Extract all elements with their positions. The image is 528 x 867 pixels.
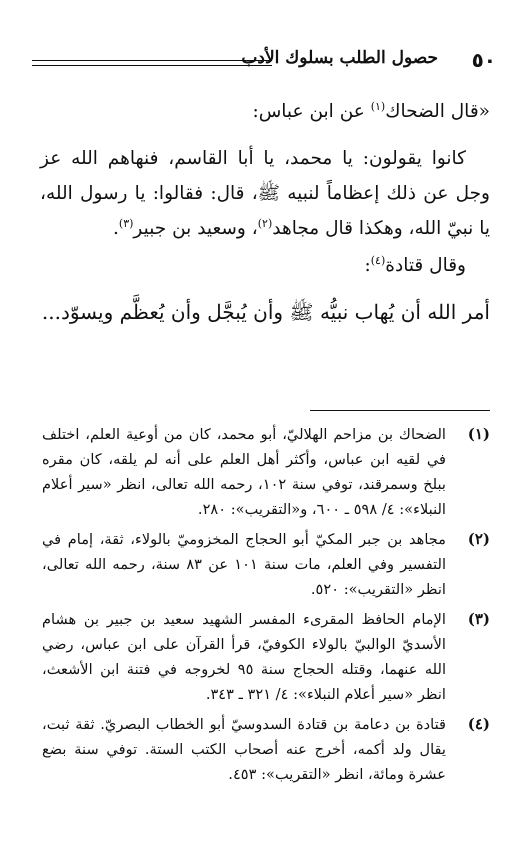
footnote-ref-3: (٣) (118, 216, 134, 230)
qatada-text-a: وقال قتادة (385, 255, 466, 276)
footnote (42, 527, 490, 602)
paragraph-quote-end: أمر الله أن يُهاب نبيُّه ﷺ وأن يُبجَّل وأن يُعظَّم ويسوّد... (41, 300, 490, 324)
quote-intro (40, 94, 490, 129)
paragraph-text-a: كانوا يقولون: يا محمد، يا أبا القاسم، فنهاهم الله عز وجل عن ذلك إعظاماً لنبيه ﷺ، قال: فقالوا: يا رسول الله، يا نبيّ الله، وهكذا قال مجاهد (40, 148, 490, 239)
page-number: ٥٠ (471, 48, 496, 72)
quote-intro-text: «قال الضحاك (385, 101, 490, 122)
footnote-number: (٢) (467, 530, 490, 548)
footnote-separator (310, 410, 490, 411)
footnote-number: (٣) (467, 610, 490, 628)
footnote-ref-1: (١) (370, 99, 386, 113)
footnote-text: قتادة بن دعامة بن قتادة السدوسيّ أبو الخطاب البصريّ. ثقة ثبت، يقال ولد أكمه، أخرج عنه أصحاب الكتب الستة. توفي سنة بضع عشرة ومائة، انظر «التقريب»: ٤٥٣. (42, 716, 446, 783)
footnotes (42, 422, 490, 792)
footnote-text: الإمام الحافظ المقرىء المفسر الشهيد سعيد بن جبير بن هشام الأسديّ الوالبيّ بالولاء الكوفيّ، قرأ القرآن على ابن عباس، رضي الله عنهما، وقتله الحجاج سنة ٩٥ لخروجه في فتنة ابن الأشعث، انظر «سير أعلام النبلاء»: ٤/ ٣٢١ ـ ٣٤٣. (42, 611, 447, 703)
main-text (40, 86, 490, 332)
page-header (22, 48, 506, 78)
footnote-number: (٤) (467, 715, 490, 733)
qatada-text-b: : (364, 255, 371, 276)
footnote-number: (١) (467, 425, 490, 443)
footnote-ref-2: (٢) (257, 216, 273, 230)
footnote (42, 607, 490, 707)
footnote (42, 712, 490, 787)
paragraph-qatada (40, 248, 490, 283)
footnote (42, 422, 490, 522)
running-title: حصول الطلب بسلوك الأدب (241, 48, 438, 68)
paragraph-text-b: ، وسعيد بن جبير (133, 218, 258, 239)
footnote-text: مجاهد بن جبر المكيّ أبو الحجاج المخزوميّ بالولاء، ثقة، إمام في التفسير وفي العلم، مات سنة ١٠١ عن ٨٣ سنة، رحمه الله تعالى، انظر «التقريب»: ٥٢٠. (42, 531, 446, 598)
paragraph-ibn-abbas (40, 141, 490, 246)
header-double-rule (32, 60, 272, 66)
footnote-ref-4: (٤) (370, 253, 386, 267)
footnote-text: الضحاك بن مزاحم الهلاليّ، أبو محمد، كان من أوعية العلم، اختلف في لقيه ابن عباس، وأكثر أهل العلم على أنه لم يلقه، كان مقره ببلخ وسمرقند، توفي سنة ١٠٢، رحمه الله تعالى، انظر «سير أعلام النبلاء»: ٤/ ٥٩٨ ـ ٦٠٠، و«التقريب»: ٢٨٠. (42, 426, 446, 518)
paragraph-text-c: . (113, 218, 119, 239)
quote-intro-rest: عن ابن عباس: (252, 101, 371, 122)
